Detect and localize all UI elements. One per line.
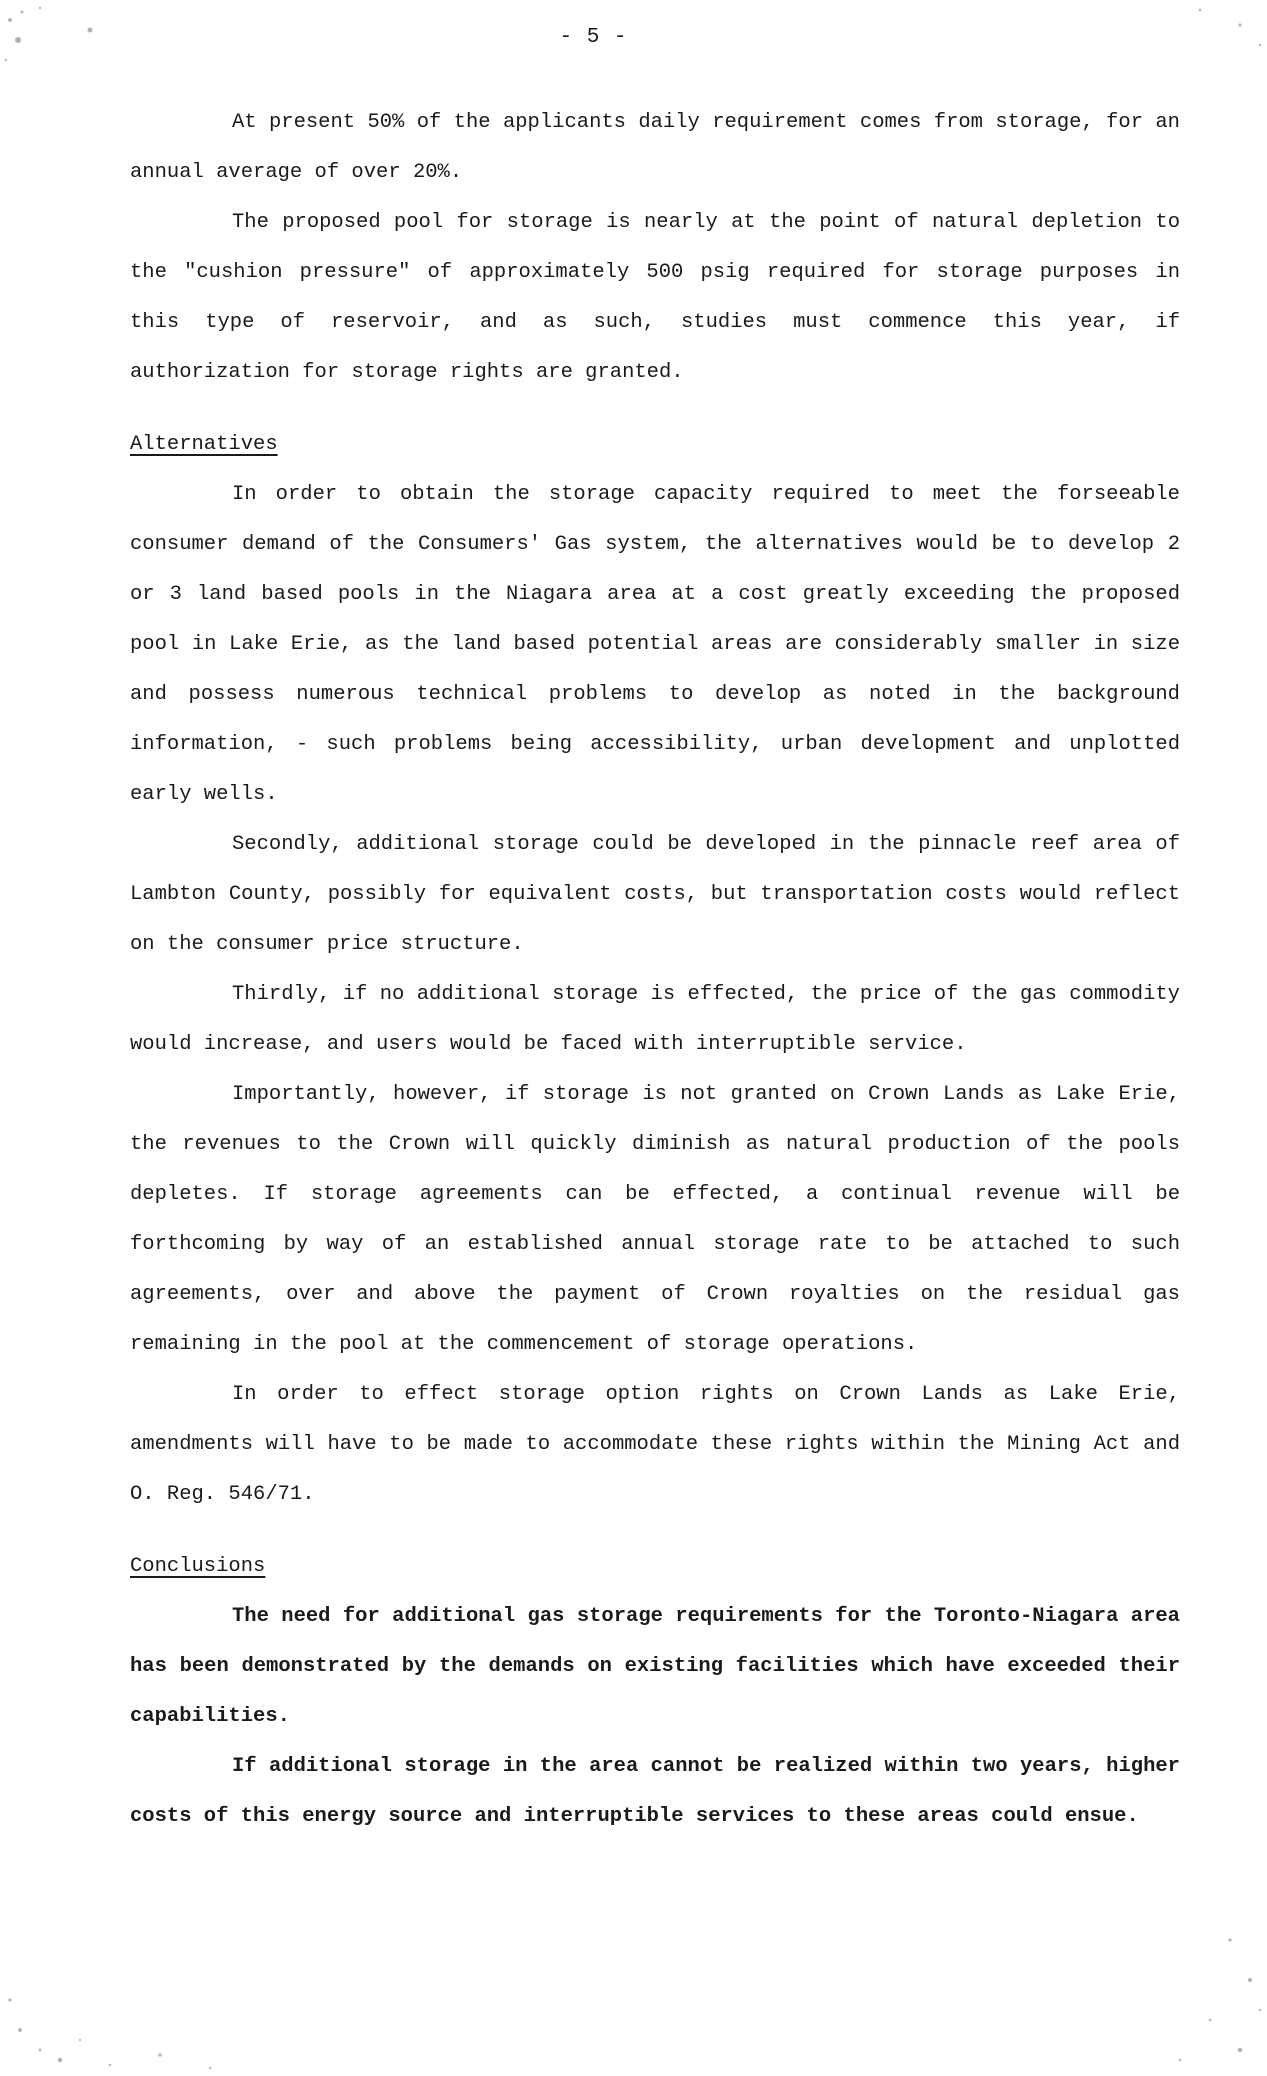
scan-noise-bottom-right xyxy=(1120,1900,1267,2076)
alternatives-heading: Alternatives xyxy=(130,433,278,456)
alternatives-paragraph-2: Secondly, additional storage could be developed in the pinnacle reef area of Lambton County, possibly for equivalent costs, but transportation costs would reflect on the consumer price structure. xyxy=(130,833,1180,956)
intro-paragraph-1: At present 50% of the applicants daily requirement comes from storage, for an annual average of over 20%. xyxy=(130,111,1180,184)
alternatives-paragraph-1: In order to obtain the storage capacity required to meet the forseeable consumer demand of the Consumers' Gas system, the alternatives would be to develop 2 or 3 land based pools in the Niagara area at a cost greatly exceeding the proposed pool in Lake Erie, as the land based potential areas are considerably smaller in size and possess numerous technical problems to develop as noted in the background information, - such problems being accessibility, urban development and unplotted early wells. xyxy=(130,483,1180,806)
conclusions-paragraph-1: The need for additional gas storage requirements for the Toronto-Niagara area has been demonstrated by the demands on existing facilities which have exceeded their capabilities. xyxy=(130,1605,1180,1728)
intro-paragraph-2: The proposed pool for storage is nearly at the point of natural depletion to the "cushion pressure" of approximately 500 psig required for storage purposes in this type of reservoir, and as such, studies must commence this year, if authorization for storage rights are granted. xyxy=(130,211,1180,384)
scan-noise-top-left xyxy=(0,0,120,80)
alternatives-paragraph-3: Thirdly, if no additional storage is effected, the price of the gas commodity would increase, and users would be faced with interruptible service. xyxy=(130,983,1180,1056)
alternatives-paragraph-4: Importantly, however, if storage is not granted on Crown Lands as Lake Erie, the revenues to the Crown will quickly diminish as natural production of the pools depletes. If storage agreements can be effected, a continual revenue will be forthcoming by way of an established annual storage rate to be attached to such agreements, over and above the payment of Crown royalties on the residual gas remaining in the pool at the commencement of storage operations. xyxy=(130,1083,1180,1356)
scan-noise-bottom-left xyxy=(0,1960,320,2076)
alternatives-paragraph-5: In order to effect storage option rights on Crown Lands as Lake Erie, amendments will have to be made to accommodate these rights within the Mining Act and O. Reg. 546/71. xyxy=(130,1383,1180,1506)
conclusions-paragraph-2: If additional storage in the area cannot be realized within two years, higher costs of this energy source and interruptible services to these areas could ensue. xyxy=(130,1755,1180,1828)
document-body xyxy=(130,98,1180,1842)
conclusions-heading: Conclusions xyxy=(130,1555,266,1578)
scan-noise-top-right xyxy=(1160,0,1267,60)
page-number: - 5 - xyxy=(559,26,628,49)
